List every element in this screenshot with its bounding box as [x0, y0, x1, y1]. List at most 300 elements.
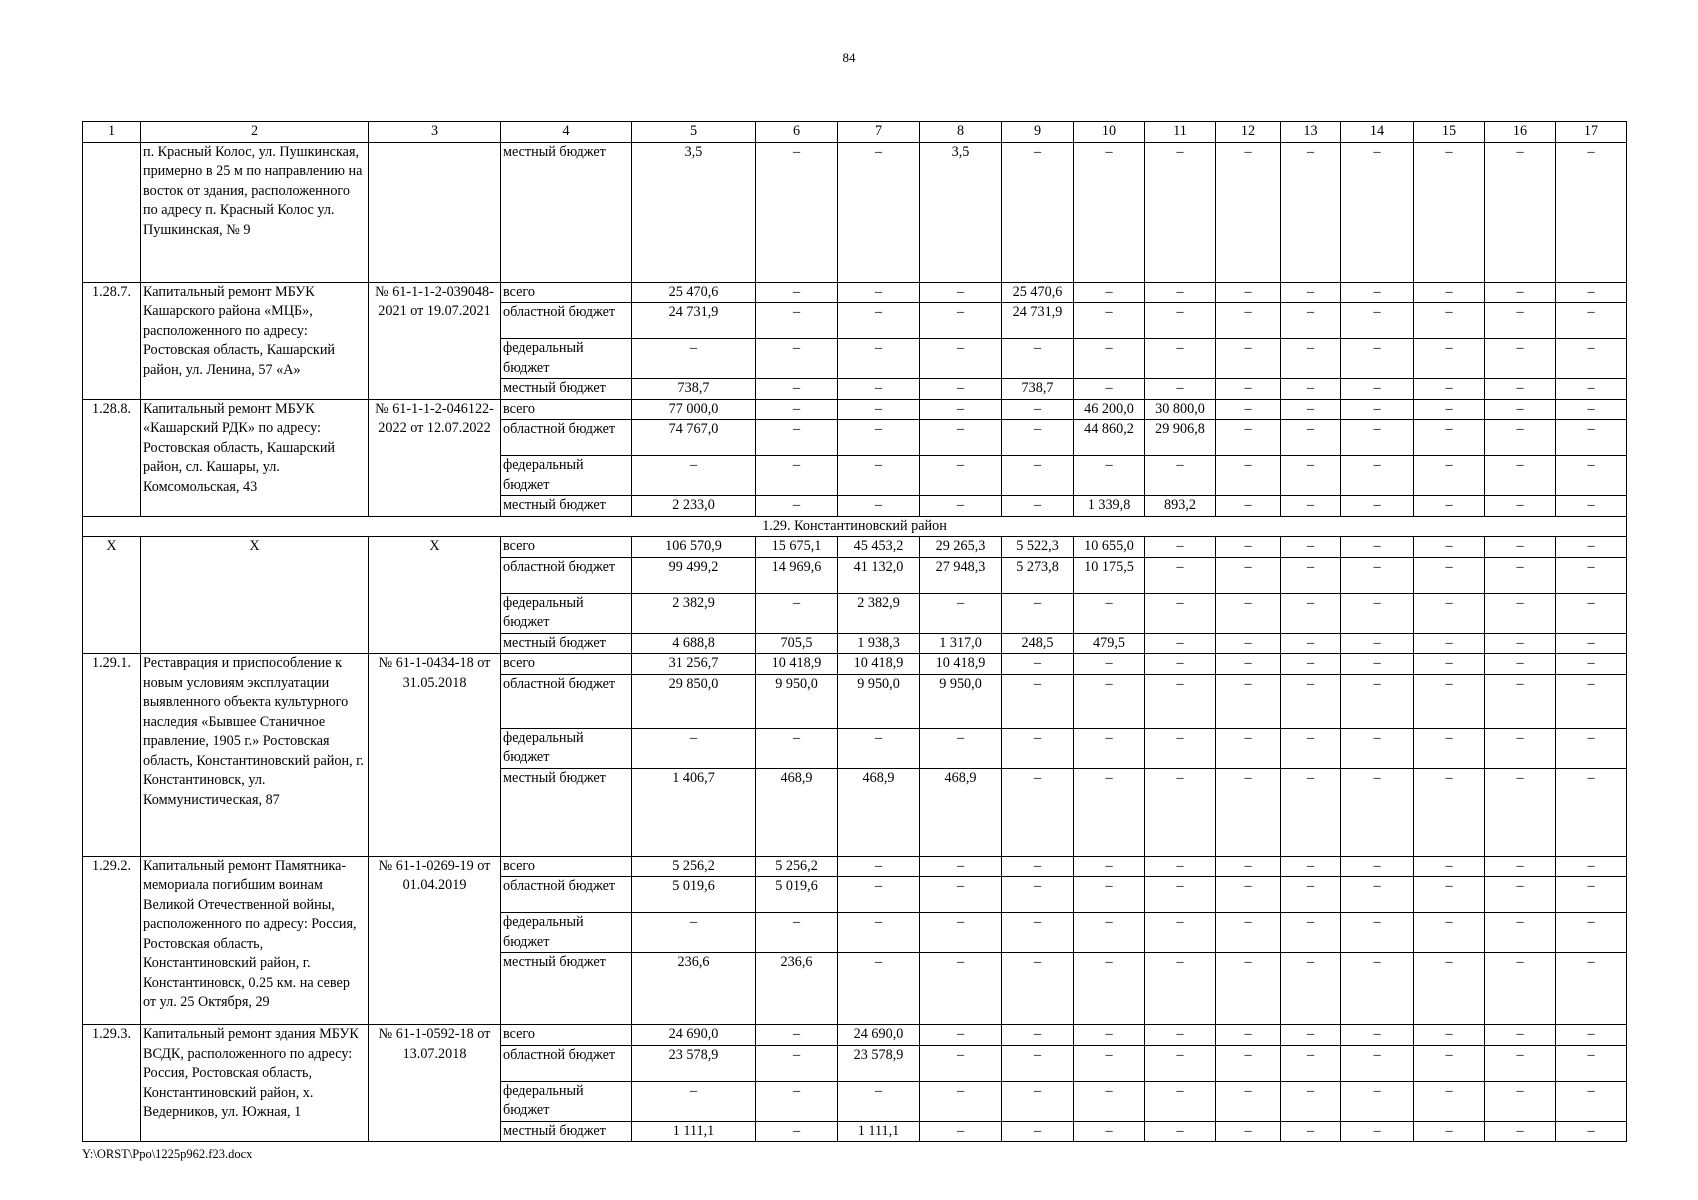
value-col-10: –	[1074, 1045, 1145, 1081]
value-col-9: –	[1002, 728, 1074, 768]
value-col-14: –	[1341, 768, 1414, 856]
value-col-7: –	[838, 1081, 920, 1121]
value-col-7: –	[838, 379, 920, 400]
value-col-10: 46 200,0	[1074, 399, 1145, 420]
funding-source: всего	[501, 282, 632, 303]
value-col-17: –	[1556, 633, 1627, 654]
summary-name: X	[141, 537, 369, 654]
value-col-11: –	[1145, 303, 1216, 339]
value-col-15: –	[1414, 768, 1485, 856]
value-col-16: –	[1485, 496, 1556, 517]
value-col-13: –	[1281, 913, 1341, 953]
value-col-5: 2 233,0	[632, 496, 756, 517]
column-header-3: 3	[369, 122, 501, 143]
value-col-7: –	[838, 728, 920, 768]
value-col-15: –	[1414, 913, 1485, 953]
value-col-7: 1 111,1	[838, 1121, 920, 1142]
value-col-16: –	[1485, 593, 1556, 633]
value-col-13: –	[1281, 399, 1341, 420]
item-name: п. Красный Колос, ул. Пушкинская, примерно в 25 м по направлению на восток от здания, расположенного по адресу п. Красный Колос ул. Пушкинская, № 9	[141, 142, 369, 282]
value-col-11: 893,2	[1145, 496, 1216, 517]
value-col-15: –	[1414, 1025, 1485, 1046]
value-col-11: –	[1145, 1045, 1216, 1081]
value-col-16: –	[1485, 856, 1556, 877]
value-col-6: 705,5	[756, 633, 838, 654]
value-col-13: –	[1281, 379, 1341, 400]
funding-source: всего	[501, 537, 632, 558]
funding-source: местный бюджет	[501, 633, 632, 654]
value-col-9: –	[1002, 1081, 1074, 1121]
page-number: 84	[842, 50, 856, 65]
value-col-13: –	[1281, 1045, 1341, 1081]
value-col-8: –	[920, 456, 1002, 496]
funding-source: местный бюджет	[501, 953, 632, 1025]
value-col-6: 5 019,6	[756, 877, 838, 913]
value-col-14: –	[1341, 379, 1414, 400]
column-header-2: 2	[141, 122, 369, 143]
item-document	[369, 142, 501, 282]
item-code: 1.28.8.	[83, 399, 141, 516]
column-header-17: 17	[1556, 122, 1627, 143]
value-col-9: 738,7	[1002, 379, 1074, 400]
item-code: 1.29.3.	[83, 1025, 141, 1142]
value-col-17: –	[1556, 913, 1627, 953]
item-document: № 61-1-1-2-039048-2021 от 19.07.2021	[369, 282, 501, 399]
value-col-6: 10 418,9	[756, 654, 838, 675]
value-col-13: –	[1281, 339, 1341, 379]
value-col-12: –	[1216, 537, 1281, 558]
value-col-10: –	[1074, 674, 1145, 728]
value-col-12: –	[1216, 1045, 1281, 1081]
value-col-16: –	[1485, 633, 1556, 654]
value-col-12: –	[1216, 379, 1281, 400]
column-header-8: 8	[920, 122, 1002, 143]
value-col-11: –	[1145, 633, 1216, 654]
value-col-16: –	[1485, 768, 1556, 856]
funding-source: областной бюджет	[501, 674, 632, 728]
value-col-9: –	[1002, 456, 1074, 496]
value-col-6: –	[756, 303, 838, 339]
value-col-17: –	[1556, 339, 1627, 379]
value-col-17: –	[1556, 420, 1627, 456]
value-col-8: –	[920, 728, 1002, 768]
value-col-7: 10 418,9	[838, 654, 920, 675]
value-col-16: –	[1485, 557, 1556, 593]
value-col-17: –	[1556, 456, 1627, 496]
value-col-7: 9 950,0	[838, 674, 920, 728]
value-col-8: 468,9	[920, 768, 1002, 856]
value-col-9: –	[1002, 768, 1074, 856]
table-row	[83, 537, 1627, 558]
value-col-11: –	[1145, 379, 1216, 400]
value-col-14: –	[1341, 654, 1414, 675]
value-col-11: –	[1145, 557, 1216, 593]
value-col-14: –	[1341, 1081, 1414, 1121]
item-document: № 61-1-0592-18 от 13.07.2018	[369, 1025, 501, 1142]
value-col-17: –	[1556, 674, 1627, 728]
value-col-12: –	[1216, 420, 1281, 456]
value-col-16: –	[1485, 913, 1556, 953]
value-col-14: –	[1341, 496, 1414, 517]
value-col-6: –	[756, 282, 838, 303]
column-header-13: 13	[1281, 122, 1341, 143]
value-col-12: –	[1216, 674, 1281, 728]
column-header-7: 7	[838, 122, 920, 143]
section-row	[83, 516, 1627, 537]
value-col-17: –	[1556, 877, 1627, 913]
table-row	[83, 142, 1627, 282]
funding-source: всего	[501, 654, 632, 675]
value-col-5: 25 470,6	[632, 282, 756, 303]
value-col-11: –	[1145, 1081, 1216, 1121]
value-col-10: –	[1074, 654, 1145, 675]
value-col-8: 10 418,9	[920, 654, 1002, 675]
value-col-14: –	[1341, 1025, 1414, 1046]
value-col-12: –	[1216, 1121, 1281, 1142]
value-col-7: –	[838, 399, 920, 420]
value-col-15: –	[1414, 496, 1485, 517]
column-header-6: 6	[756, 122, 838, 143]
value-col-9: –	[1002, 399, 1074, 420]
value-col-16: –	[1485, 379, 1556, 400]
funding-source: всего	[501, 1025, 632, 1046]
value-col-8: 1 317,0	[920, 633, 1002, 654]
value-col-13: –	[1281, 1081, 1341, 1121]
value-col-13: –	[1281, 654, 1341, 675]
column-header-1: 1	[83, 122, 141, 143]
column-header-11: 11	[1145, 122, 1216, 143]
item-code: 1.29.1.	[83, 654, 141, 857]
value-col-11: –	[1145, 537, 1216, 558]
value-col-15: –	[1414, 456, 1485, 496]
value-col-14: –	[1341, 420, 1414, 456]
value-col-10: –	[1074, 1081, 1145, 1121]
value-col-7: 23 578,9	[838, 1045, 920, 1081]
value-col-9: –	[1002, 654, 1074, 675]
value-col-14: –	[1341, 856, 1414, 877]
value-col-13: –	[1281, 420, 1341, 456]
value-col-10: –	[1074, 728, 1145, 768]
value-col-5: 5 256,2	[632, 856, 756, 877]
funding-source: местный бюджет	[501, 379, 632, 400]
value-col-15: –	[1414, 877, 1485, 913]
value-col-11: –	[1145, 654, 1216, 675]
value-col-9: –	[1002, 856, 1074, 877]
value-col-15: –	[1414, 420, 1485, 456]
item-code: 1.28.7.	[83, 282, 141, 399]
value-col-13: –	[1281, 1121, 1341, 1142]
value-col-6: –	[756, 1121, 838, 1142]
value-col-5: –	[632, 728, 756, 768]
value-col-13: –	[1281, 633, 1341, 654]
value-col-10: –	[1074, 913, 1145, 953]
column-header-16: 16	[1485, 122, 1556, 143]
value-col-10: –	[1074, 456, 1145, 496]
value-col-14: –	[1341, 282, 1414, 303]
value-col-10: –	[1074, 856, 1145, 877]
value-col-6: –	[756, 496, 838, 517]
column-header-5: 5	[632, 122, 756, 143]
column-header-15: 15	[1414, 122, 1485, 143]
summary-document: X	[369, 537, 501, 654]
value-col-9: 5 522,3	[1002, 537, 1074, 558]
value-col-10: –	[1074, 142, 1145, 282]
value-col-14: –	[1341, 456, 1414, 496]
value-col-11: –	[1145, 768, 1216, 856]
value-col-17: –	[1556, 303, 1627, 339]
value-col-11: –	[1145, 913, 1216, 953]
value-col-16: –	[1485, 339, 1556, 379]
value-col-10: 10 175,5	[1074, 557, 1145, 593]
value-col-7: –	[838, 953, 920, 1025]
column-header-4: 4	[501, 122, 632, 143]
value-col-10: –	[1074, 379, 1145, 400]
value-col-14: –	[1341, 1045, 1414, 1081]
value-col-12: –	[1216, 654, 1281, 675]
value-col-16: –	[1485, 1025, 1556, 1046]
value-col-15: –	[1414, 339, 1485, 379]
funding-source: федеральный бюджет	[501, 456, 632, 496]
value-col-7: –	[838, 303, 920, 339]
value-col-13: –	[1281, 593, 1341, 633]
funding-source: местный бюджет	[501, 1121, 632, 1142]
value-col-12: –	[1216, 1025, 1281, 1046]
value-col-10: –	[1074, 877, 1145, 913]
value-col-8: –	[920, 496, 1002, 517]
value-col-12: –	[1216, 913, 1281, 953]
value-col-7: 2 382,9	[838, 593, 920, 633]
value-col-9: –	[1002, 1025, 1074, 1046]
value-col-7: –	[838, 456, 920, 496]
value-col-11: –	[1145, 339, 1216, 379]
value-col-7: 41 132,0	[838, 557, 920, 593]
value-col-5: 106 570,9	[632, 537, 756, 558]
value-col-15: –	[1414, 593, 1485, 633]
value-col-5: 4 688,8	[632, 633, 756, 654]
funding-source: всего	[501, 399, 632, 420]
value-col-8: –	[920, 420, 1002, 456]
value-col-8: 29 265,3	[920, 537, 1002, 558]
item-code: 1.29.2.	[83, 856, 141, 1025]
value-col-13: –	[1281, 674, 1341, 728]
value-col-12: –	[1216, 877, 1281, 913]
value-col-5: –	[632, 456, 756, 496]
value-col-17: –	[1556, 728, 1627, 768]
value-col-5: 74 767,0	[632, 420, 756, 456]
value-col-5: 738,7	[632, 379, 756, 400]
value-col-9: –	[1002, 877, 1074, 913]
value-col-7: 1 938,3	[838, 633, 920, 654]
value-col-5: 31 256,7	[632, 654, 756, 675]
value-col-17: –	[1556, 282, 1627, 303]
item-document: № 61-1-0434-18 от 31.05.2018	[369, 654, 501, 857]
value-col-12: –	[1216, 593, 1281, 633]
value-col-17: –	[1556, 1121, 1627, 1142]
value-col-12: –	[1216, 339, 1281, 379]
value-col-9: –	[1002, 593, 1074, 633]
value-col-11: –	[1145, 856, 1216, 877]
funding-source: федеральный бюджет	[501, 913, 632, 953]
value-col-5: 2 382,9	[632, 593, 756, 633]
value-col-8: –	[920, 1121, 1002, 1142]
value-col-11: 30 800,0	[1145, 399, 1216, 420]
value-col-14: –	[1341, 953, 1414, 1025]
value-col-12: –	[1216, 303, 1281, 339]
value-col-10: –	[1074, 593, 1145, 633]
value-col-8: –	[920, 399, 1002, 420]
value-col-6: 236,6	[756, 953, 838, 1025]
value-col-14: –	[1341, 399, 1414, 420]
value-col-15: –	[1414, 633, 1485, 654]
value-col-7: 468,9	[838, 768, 920, 856]
value-col-6: 468,9	[756, 768, 838, 856]
value-col-9: –	[1002, 142, 1074, 282]
value-col-15: –	[1414, 856, 1485, 877]
value-col-6: –	[756, 593, 838, 633]
value-col-12: –	[1216, 282, 1281, 303]
value-col-6: 14 969,6	[756, 557, 838, 593]
funding-source: всего	[501, 856, 632, 877]
value-col-9: 24 731,9	[1002, 303, 1074, 339]
value-col-6: –	[756, 456, 838, 496]
value-col-14: –	[1341, 142, 1414, 282]
value-col-6: –	[756, 728, 838, 768]
value-col-17: –	[1556, 768, 1627, 856]
value-col-12: –	[1216, 496, 1281, 517]
value-col-14: –	[1341, 728, 1414, 768]
item-name: Реставрация и приспособление к новым условиям эксплуатации выявленного объекта культурного наследия «Бывшее Станичное правление, 1905 г.» Ростовская область, Константиновский район, г. Константиновск, ул. Коммунистическая, 87	[141, 654, 369, 857]
table-row	[83, 1025, 1627, 1046]
value-col-7: –	[838, 142, 920, 282]
value-col-17: –	[1556, 557, 1627, 593]
value-col-6: –	[756, 1045, 838, 1081]
value-col-16: –	[1485, 654, 1556, 675]
value-col-5: 3,5	[632, 142, 756, 282]
value-col-8: –	[920, 282, 1002, 303]
value-col-9: –	[1002, 420, 1074, 456]
value-col-6: 9 950,0	[756, 674, 838, 728]
value-col-10: 1 339,8	[1074, 496, 1145, 517]
value-col-16: –	[1485, 142, 1556, 282]
value-col-11: –	[1145, 877, 1216, 913]
value-col-12: –	[1216, 142, 1281, 282]
item-name: Капитальный ремонт МБУК «Кашарский РДК» по адресу: Ростовская область, Кашарский район, сл. Кашары, ул. Комсомольская, 43	[141, 399, 369, 516]
value-col-12: –	[1216, 1081, 1281, 1121]
table-body	[83, 122, 1627, 1142]
value-col-7: –	[838, 913, 920, 953]
item-document: № 61-1-0269-19 от 01.04.2019	[369, 856, 501, 1025]
summary-code: X	[83, 537, 141, 654]
value-col-10: 10 655,0	[1074, 537, 1145, 558]
funding-source: областной бюджет	[501, 1045, 632, 1081]
value-col-15: –	[1414, 654, 1485, 675]
value-col-11: 29 906,8	[1145, 420, 1216, 456]
funding-source: областной бюджет	[501, 557, 632, 593]
funding-source: местный бюджет	[501, 142, 632, 282]
value-col-17: –	[1556, 1025, 1627, 1046]
value-col-14: –	[1341, 303, 1414, 339]
table-row	[83, 654, 1627, 675]
value-col-17: –	[1556, 399, 1627, 420]
value-col-15: –	[1414, 282, 1485, 303]
value-col-8: –	[920, 303, 1002, 339]
item-code	[83, 142, 141, 282]
value-col-7: –	[838, 877, 920, 913]
value-col-6: –	[756, 142, 838, 282]
value-col-16: –	[1485, 1121, 1556, 1142]
value-col-15: –	[1414, 379, 1485, 400]
value-col-14: –	[1341, 593, 1414, 633]
value-col-10: 44 860,2	[1074, 420, 1145, 456]
value-col-5: 24 731,9	[632, 303, 756, 339]
value-col-14: –	[1341, 537, 1414, 558]
value-col-13: –	[1281, 537, 1341, 558]
value-col-5: 1 406,7	[632, 768, 756, 856]
value-col-5: 29 850,0	[632, 674, 756, 728]
value-col-6: 5 256,2	[756, 856, 838, 877]
value-col-6: –	[756, 1025, 838, 1046]
value-col-11: –	[1145, 142, 1216, 282]
value-col-5: 1 111,1	[632, 1121, 756, 1142]
value-col-8: –	[920, 1081, 1002, 1121]
value-col-11: –	[1145, 456, 1216, 496]
funding-source: местный бюджет	[501, 496, 632, 517]
value-col-13: –	[1281, 496, 1341, 517]
value-col-16: –	[1485, 303, 1556, 339]
value-col-8: –	[920, 379, 1002, 400]
value-col-8: –	[920, 877, 1002, 913]
value-col-6: –	[756, 339, 838, 379]
value-col-5: 24 690,0	[632, 1025, 756, 1046]
value-col-16: –	[1485, 953, 1556, 1025]
column-header-row	[83, 122, 1627, 143]
funding-source: областной бюджет	[501, 303, 632, 339]
column-header-10: 10	[1074, 122, 1145, 143]
value-col-5: 5 019,6	[632, 877, 756, 913]
value-col-13: –	[1281, 456, 1341, 496]
value-col-9: –	[1002, 339, 1074, 379]
value-col-8: –	[920, 953, 1002, 1025]
value-col-6: –	[756, 1081, 838, 1121]
value-col-13: –	[1281, 303, 1341, 339]
value-col-9: –	[1002, 674, 1074, 728]
value-col-9: –	[1002, 496, 1074, 517]
value-col-8: –	[920, 593, 1002, 633]
value-col-14: –	[1341, 339, 1414, 379]
value-col-8: 27 948,3	[920, 557, 1002, 593]
value-col-17: –	[1556, 1081, 1627, 1121]
funding-source: местный бюджет	[501, 768, 632, 856]
value-col-17: –	[1556, 537, 1627, 558]
column-header-14: 14	[1341, 122, 1414, 143]
value-col-9: 5 273,8	[1002, 557, 1074, 593]
value-col-13: –	[1281, 1025, 1341, 1046]
value-col-12: –	[1216, 456, 1281, 496]
value-col-10: –	[1074, 1025, 1145, 1046]
value-col-9: –	[1002, 1045, 1074, 1081]
value-col-12: –	[1216, 856, 1281, 877]
value-col-16: –	[1485, 728, 1556, 768]
value-col-11: –	[1145, 674, 1216, 728]
value-col-15: –	[1414, 1045, 1485, 1081]
value-col-17: –	[1556, 496, 1627, 517]
item-name: Капитальный ремонт здания МБУК ВСДК, расположенного по адресу: Россия, Ростовская область, Константиновский район, х. Ведерников, ул. Южная, 1	[141, 1025, 369, 1142]
column-header-9: 9	[1002, 122, 1074, 143]
value-col-15: –	[1414, 303, 1485, 339]
value-col-13: –	[1281, 728, 1341, 768]
funding-source: областной бюджет	[501, 420, 632, 456]
value-col-6: –	[756, 399, 838, 420]
